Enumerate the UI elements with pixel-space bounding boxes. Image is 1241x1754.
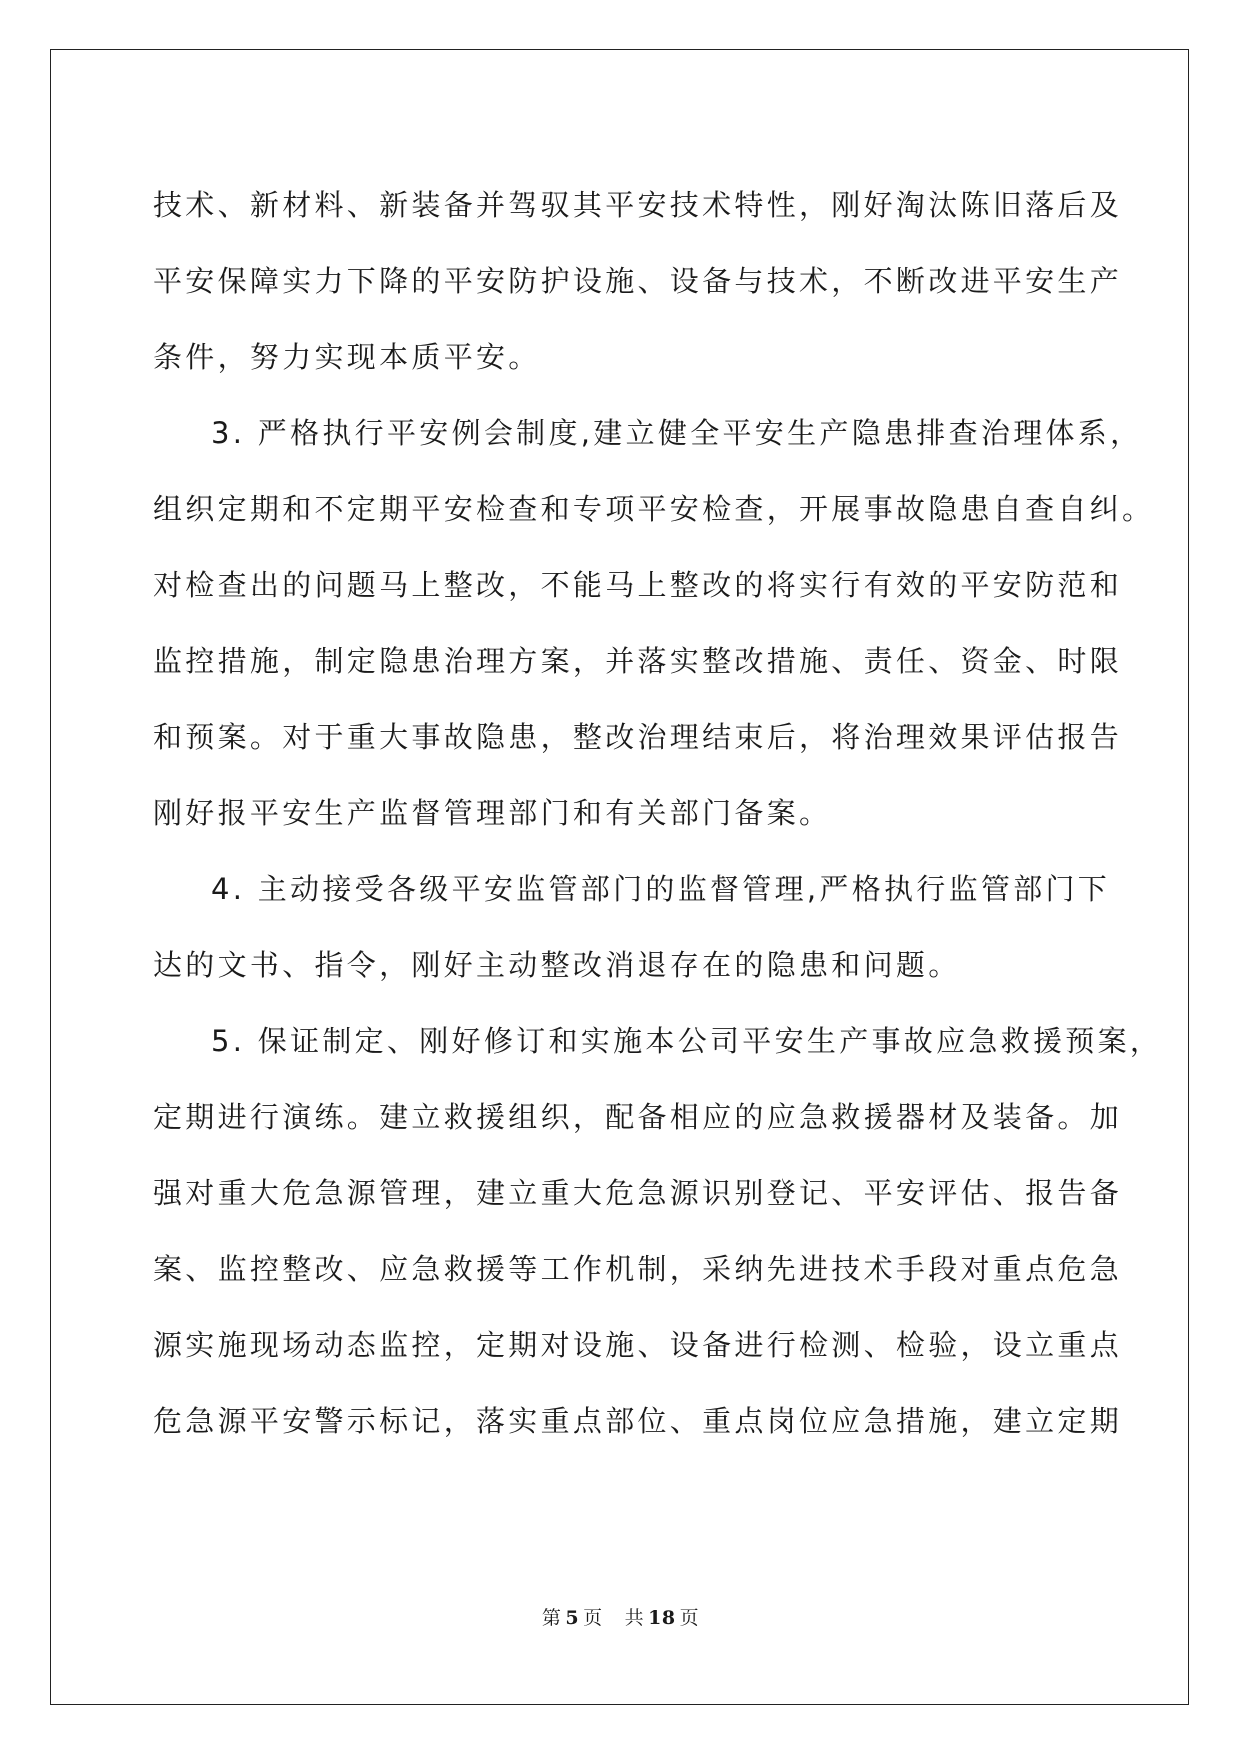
text-line: 强对重大危急源管理，建立重大危急源识别登记、平安评估、报告备: [153, 1176, 1123, 1210]
text-line: 组织定期和不定期平安检查和专项平安检查，开展事故隐患自查自纠。: [153, 492, 1155, 526]
total-pages: 18: [648, 1607, 676, 1629]
text-line: 对检查出的问题马上整改，不能马上整改的将实行有效的平安防范和: [153, 568, 1123, 602]
total-prefix: 共: [624, 1607, 645, 1629]
text-line: 案、监控整改、应急救援等工作机制，采纳先进技术手段对重点危急: [153, 1252, 1123, 1286]
text-line: 4. 主动接受各级平安监管部门的监督管理,严格执行监管部门下: [211, 872, 1111, 906]
text-line: 定期进行演练。建立救援组织，配备相应的应急救援器材及装备。加: [153, 1100, 1123, 1134]
text-line: 危急源平安警示标记，落实重点部位、重点岗位应急措施，建立定期: [153, 1404, 1123, 1438]
text-line: 和预案。对于重大事故隐患，整改治理结束后，将治理效果评估报告: [153, 720, 1123, 754]
text-line: 监控措施，制定隐患治理方案，并落实整改措施、责任、资金、时限: [153, 644, 1123, 678]
text-line: 技术、新材料、新装备并驾驭其平安技术特性，刚好淘汰陈旧落后及: [153, 188, 1123, 222]
page-footer: [0, 1603, 1241, 1630]
text-line: 平安保障实力下降的平安防护设施、设备与技术，不断改进平安生产: [153, 264, 1123, 298]
page-suffix: 页: [583, 1607, 603, 1629]
total-suffix: 页: [679, 1607, 700, 1629]
text-line: 条件，努力实现本质平安。: [153, 340, 541, 374]
document-body: [153, 167, 1163, 1459]
text-line: 5. 保证制定、刚好修订和实施本公司平安生产事故应急救援预案，: [211, 1024, 1163, 1058]
text-line: 源实施现场动态监控，定期对设施、设备进行检测、检验，设立重点: [153, 1328, 1123, 1362]
page-number: 5: [565, 1607, 580, 1629]
page-prefix: 第: [541, 1607, 562, 1629]
text-line: 刚好报平安生产监督管理部门和有关部门备案。: [153, 796, 832, 830]
text-line: 达的文书、指令，刚好主动整改消退存在的隐患和问题。: [153, 948, 961, 982]
text-line: 3. 严格执行平安例会制度,建立健全平安生产隐患排查治理体系，: [211, 416, 1143, 450]
